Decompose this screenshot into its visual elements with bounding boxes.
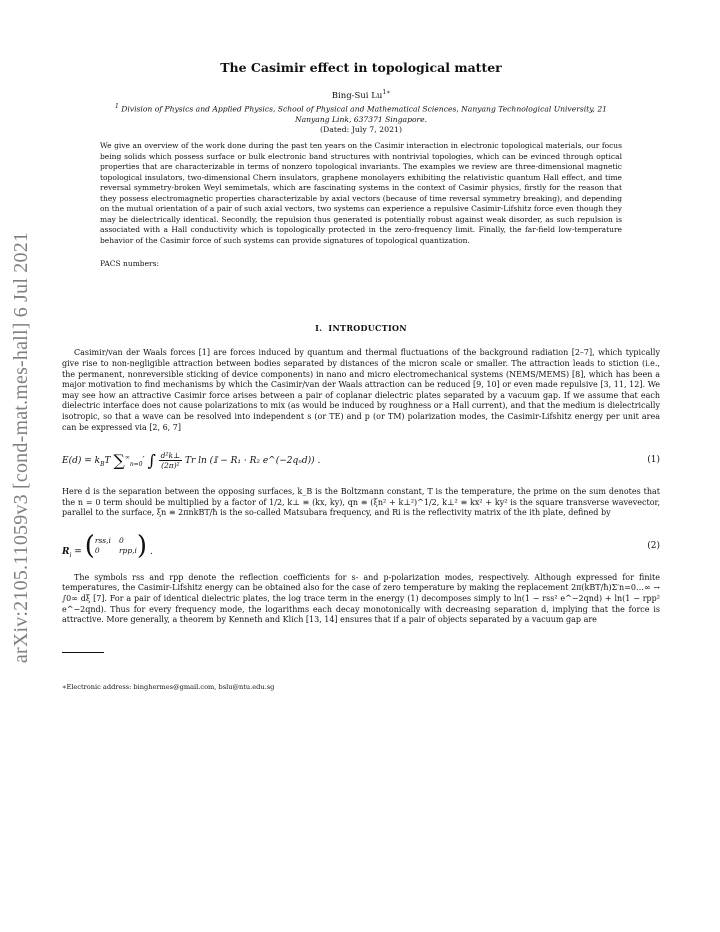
eq1-frac-top: d²k⊥ <box>160 450 181 460</box>
footnote-rule <box>62 652 104 653</box>
equation-2-body <box>62 530 153 561</box>
paper-title: The Casimir effect in topological matter <box>220 60 502 75</box>
affiliation-text: Division of Physics and Applied Physics, School of Physical and Mathematical Sciences, Nanyang Technological University, 21 Nanyang Link, 637371 Singapore. <box>121 104 607 125</box>
section-heading <box>62 323 660 333</box>
eq1-lhs: E(d) = k <box>62 455 101 466</box>
author-line <box>62 89 660 101</box>
author-superscript: 1∗ <box>382 89 391 96</box>
section-number: I. <box>315 323 323 334</box>
matrix-m12: 0 <box>118 535 124 545</box>
section-title: INTRODUCTION <box>328 323 407 334</box>
equation-1-number: (1) <box>647 455 660 466</box>
matrix-m21: 0 <box>94 545 100 555</box>
left-paren: ( <box>84 530 95 561</box>
author-name: Bing-Sui Lu <box>331 90 383 101</box>
paragraph-1: Casimir/van der Waals forces [1] are forces induced by quantum and thermal fluctuations of the background radiation [2–7], which typically give rise to non-negligible attraction between bodies separated by distances of the micron scale or smaller. The attraction leads to stiction (i.e., the permanent, nonreversible sticking of device components) in nano and micro electromechanical systems (NEMS/MEMS) [8], which has been a major motivation to find mechanisms by which the Casimir/van der Waals attraction can be reduced [9, 10] or even made repulsive [3, 11, 12]. We may see how an attractive Casimir force arises between a pair of coplanar dielectric plates separated by a vacuum gap. If we assume that each dielectric interface does not cause polarizations to mix (as would be induced by roughness or a Hall current), and that the medium is dielectrically isotropic, so that a wave can be resolved into independent s (or TE) and p (or TM) polarization modes, the Casimir-Lifshitz energy per unit area can be expressed via [2, 6, 7] <box>62 348 660 432</box>
eq1-sum-lower: n=0 <box>129 460 143 468</box>
equation-1 <box>62 445 660 475</box>
right-paren: ) <box>136 530 148 561</box>
dated-line: (Dated: July 7, 2021) <box>319 125 403 135</box>
pacs-numbers: PACS numbers: <box>100 259 160 269</box>
eq1-lhs-sub: B <box>100 460 105 468</box>
summation-symbol: ∑ <box>113 450 125 470</box>
paper-page <box>62 56 660 691</box>
reflectivity-matrix <box>84 530 148 561</box>
eq1-sum-upper: ∞ <box>124 453 130 461</box>
eq2-lhs-sub: i <box>69 551 72 559</box>
equation-1-body <box>62 451 320 470</box>
footnote: ∗Electronic address: binghermes@gmail.com, bslu@ntu.edu.sg <box>62 682 275 691</box>
eq1-rhs: Tr ln (𝕀 − R₁ · R₂ e^(−2qₙd)) . <box>184 455 321 466</box>
eq1-frac-bot: (2π)² <box>161 460 180 470</box>
paragraph-3: The symbols rss and rpp denote the reflection coefficients for s- and p-polarization modes, respectively. Although expressed for finite temperatures, the Casimir-Lifshitz energy can be obtained also for the case of zero temperature by making the replacement 2π(kBT/ħ)Σ′n=0…∞ → ∫0∞ dξ [7]. For a pair of identical dielectric plates, the log trace term in the energy (1) decomposes simply to ln(1 − rss² e^−2qnd) + ln(1 − rpp² e^−2qnd). Thus for every frequency mode, the logarithms each decay monotonically with decreasing separation d, implying that the force is attractive. More generally, a theorem by Kenneth and Klich [13, 14] ensures that if a pair of objects separated by a vacuum gap are <box>62 572 660 625</box>
paragraph-2: Here d is the separation between the opposing surfaces, k_B is the Boltzmann constant, T is the temperature, the prime on the sum denotes that the n = 0 term should be multiplied by a factor of 1/2, k⊥ ≡ (kx, ky), qn ≡ (ξn² + k⊥²)^1/2, k⊥² ≡ kx² + ky² is the square transverse wavevector, parallel to the surface, ξn ≡ 2πnkBT/ħ is the so-called Matsubara frequency, and Ri is the reflectivity matrix of the ith plate, defined by <box>62 487 660 518</box>
matrix-grid <box>95 536 137 556</box>
eq2-lhs: R <box>62 546 70 557</box>
eq1-fraction <box>159 451 182 470</box>
integral-symbol: ∫ <box>147 450 156 470</box>
eq2-tail: . <box>149 546 153 557</box>
eq2-equals: = <box>74 546 82 557</box>
eq1-lhs-tail: T <box>104 455 111 466</box>
arxiv-id-text: arXiv:2105.11059v3 [cond-mat.mes-hall] 6 Jul 2021 <box>10 231 33 663</box>
equation-2-number: (2) <box>647 540 660 551</box>
affiliation <box>62 101 660 126</box>
affiliation-superscript: 1 <box>115 102 119 110</box>
abstract: We give an overview of the work done during the past ten years on the Casimir interaction in electronic topological materials, our focus being solids which possess surface or bulk electronic band structures with nontrivial topologies, which can be evinced through optical properties that are characterizable in terms of nonzero topological invariants. The examples we review are three-dimensional magnetic topological insulators, two-dimensional Chern insulators, graphene monolayers exhibiting the relativistic quantum Hall effect, and time reversal symmetry-broken Weyl semimetals, which are fascinating systems in the context of Casimir physics, firstly for the reason that they possess electromagnetic properties characterizable by axial vectors (because of time reversal symmetry breaking), and depending on the mutual orientation of a pair of such axial vectors, two systems can experience a repulsive Casimir-Lifshitz force even though they may be dielectrically identical. Secondly, the repulsion thus generated is potentially robust against weak disorder, as such repulsion is associated with a Hall conductivity which is topologically protected in the zero-frequency limit. Finally, the far-field low-temperature behavior of the Casimir force of such systems can provide signatures of topological quantization. <box>100 141 622 245</box>
arxiv-identifier <box>2 212 42 682</box>
eq1-prime: ′ <box>142 455 145 466</box>
matrix-m11: rss,i <box>94 535 111 545</box>
equation-2 <box>62 531 660 561</box>
matrix-m22: rpp,i <box>118 545 137 555</box>
